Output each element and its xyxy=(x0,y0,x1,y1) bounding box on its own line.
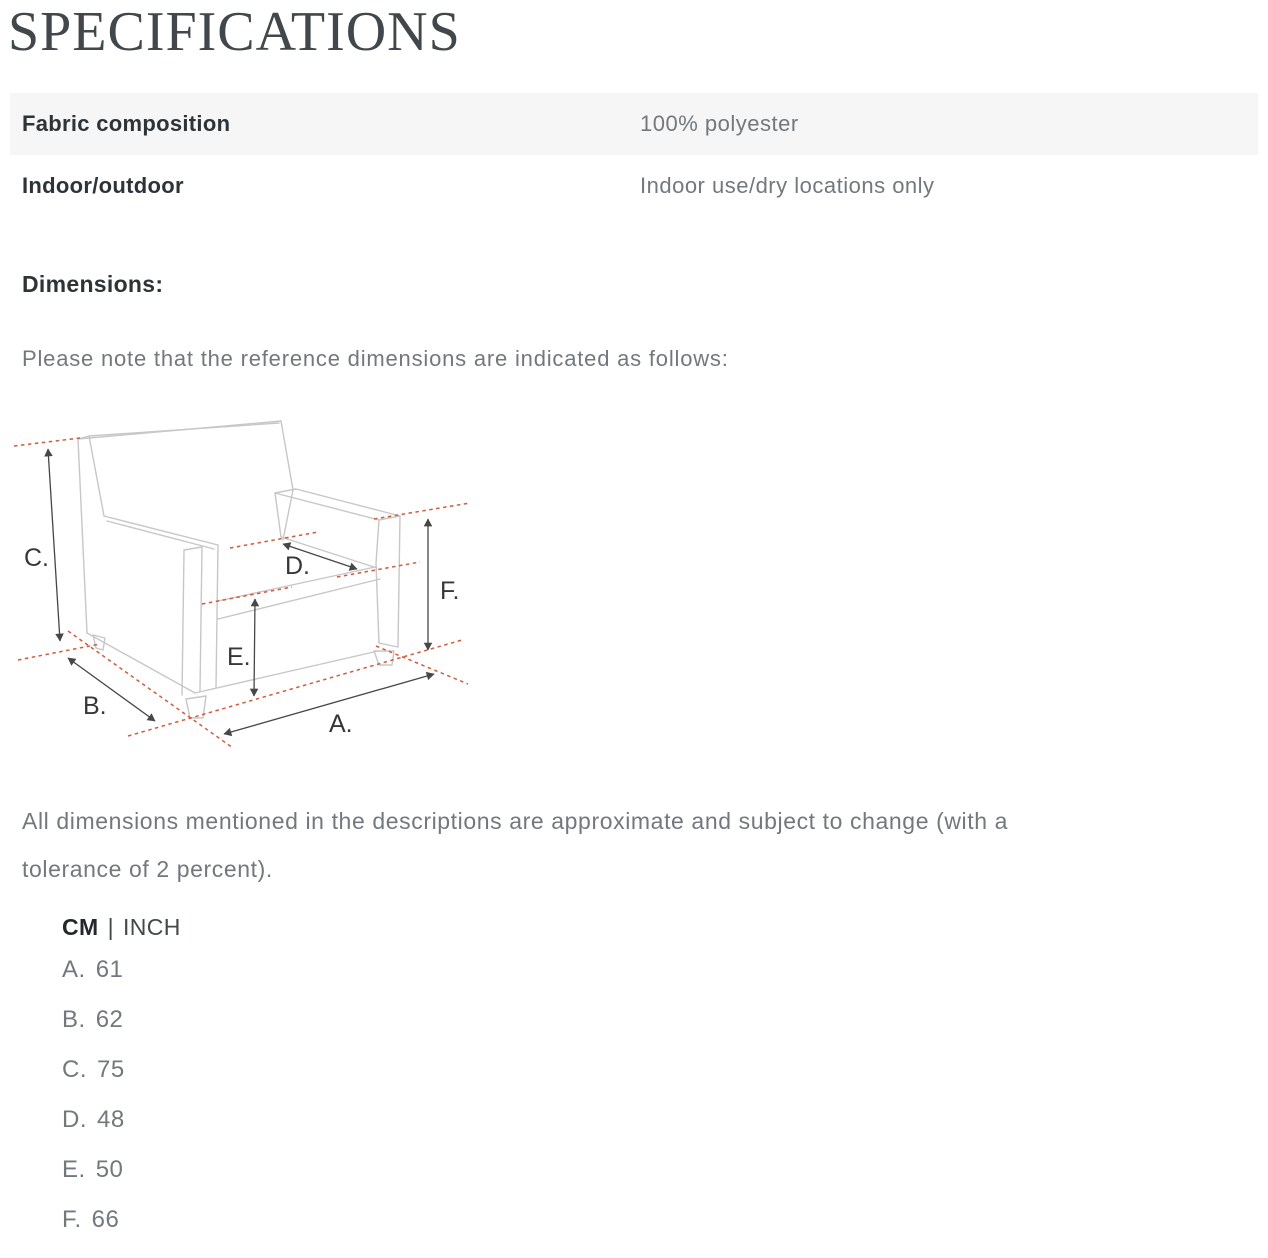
dimension-value: 48 xyxy=(97,1106,125,1133)
units-separator: | xyxy=(107,914,114,940)
dimension-value: 62 xyxy=(95,1006,124,1033)
arrow-b xyxy=(68,658,155,721)
diagram-label-e: E. xyxy=(227,643,251,671)
spec-table xyxy=(10,93,1258,217)
diagram-label-a: A. xyxy=(329,710,353,738)
arrow-e xyxy=(254,599,255,696)
diagram-label-d: D. xyxy=(285,552,310,580)
dimension-list xyxy=(62,956,125,1256)
dimensions-intro: Please note that the reference dimensions are indicated as follows: xyxy=(22,346,729,371)
page-title: SPECIFICATIONS xyxy=(8,1,461,63)
dimension-value: 61 xyxy=(95,956,124,983)
dimension-diagram xyxy=(0,405,470,765)
dimension-item xyxy=(62,956,125,1006)
diagram-label-b: B. xyxy=(83,692,107,720)
dimension-key: E. xyxy=(62,1156,86,1183)
spec-row-label: Indoor/outdoor xyxy=(22,173,184,198)
dimension-item xyxy=(62,1206,125,1256)
dimension-value: 50 xyxy=(95,1156,124,1183)
diagram-label-f: F. xyxy=(440,577,460,605)
table-row xyxy=(10,155,1258,217)
dimension-item xyxy=(62,1156,125,1206)
dimensions-heading: Dimensions: xyxy=(22,271,164,297)
dimension-value: 75 xyxy=(97,1056,125,1083)
note-line-1: All dimensions mentioned in the descriptions are approximate and subject to change (with a xyxy=(22,808,1009,834)
note-line-2: tolerance of 2 percent). xyxy=(22,856,273,882)
table-row xyxy=(10,93,1258,155)
dimension-key: C. xyxy=(62,1056,87,1083)
dimension-key: F. xyxy=(62,1206,82,1233)
spec-row-value: Indoor use/dry locations only xyxy=(640,173,935,198)
dimension-value: 66 xyxy=(91,1206,120,1233)
diagram-label-c: C. xyxy=(24,544,49,572)
dimension-item xyxy=(62,1056,125,1106)
diagram-labels xyxy=(24,544,459,738)
arrow-c xyxy=(48,449,60,641)
units-header xyxy=(62,914,181,941)
dimensions-note xyxy=(22,797,1232,893)
armchair-drawing xyxy=(78,421,400,718)
dimension-item xyxy=(62,1006,125,1056)
dimension-key: D. xyxy=(62,1106,87,1133)
spec-row-label: Fabric composition xyxy=(22,111,231,136)
inch-unit-label: INCH xyxy=(122,914,181,940)
cm-unit-label: CM xyxy=(62,914,99,940)
spec-row-value: 100% polyester xyxy=(640,111,799,136)
dimension-key: A. xyxy=(62,956,86,983)
dimension-item xyxy=(62,1106,125,1156)
dimension-key: B. xyxy=(62,1006,86,1033)
